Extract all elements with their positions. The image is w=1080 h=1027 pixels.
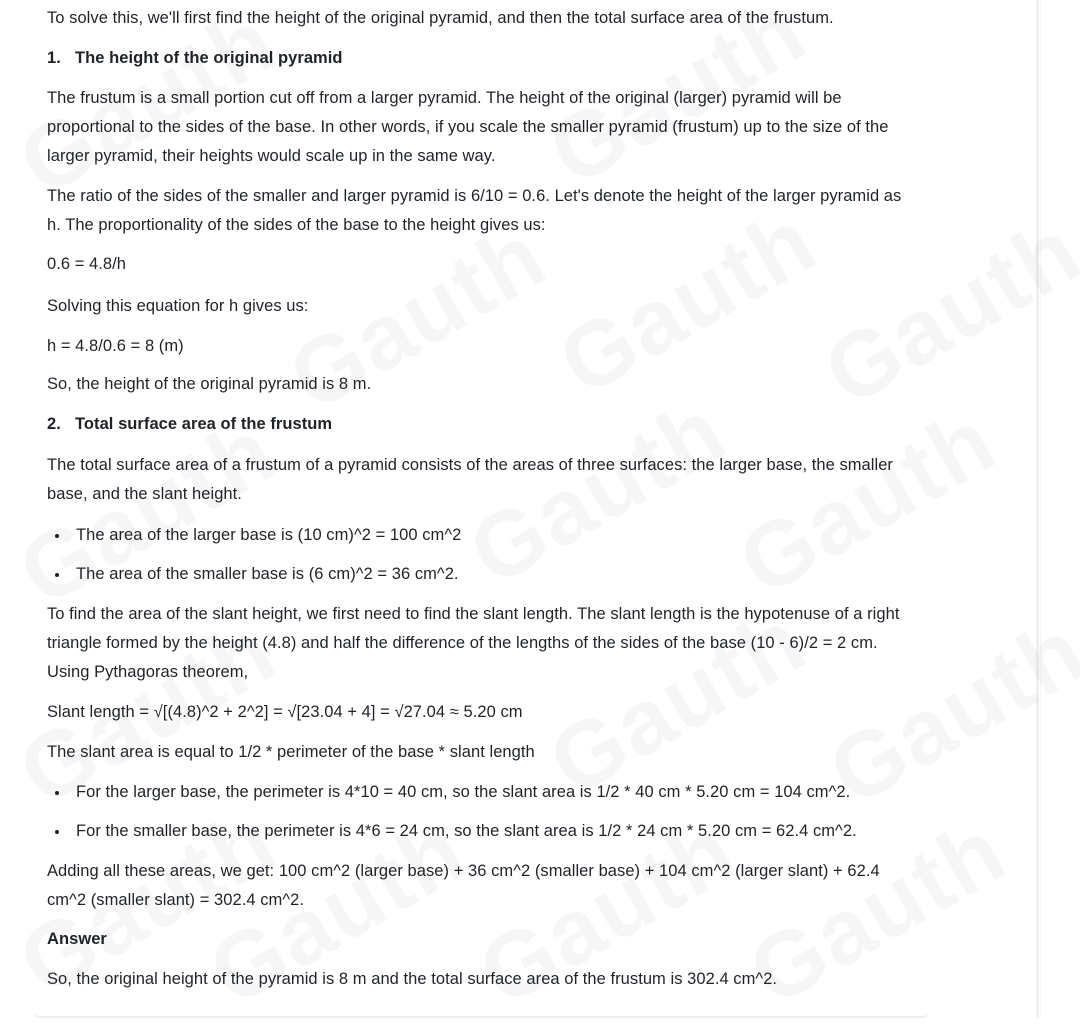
scroll-rail[interactable] <box>1036 0 1039 1018</box>
section-heading-surface-area <box>47 410 332 439</box>
equation: 0.6 = 4.8/h <box>47 255 126 273</box>
paragraph: Adding all these areas, we get: 100 cm^2 (larger base) + 36 cm^2 (smaller base) + 104 cm^2 (larger slant) + 62.4 cm^2 (smaller slant) = 302.4 cm^2. <box>47 862 880 909</box>
equation: h = 4.8/0.6 = 8 (m) <box>47 337 184 355</box>
bullet-icon <box>55 830 59 834</box>
list-item-text: For the larger base, the perimeter is 4*10 = 40 cm, so the slant area is 1/2 * 40 cm * 5.20 cm = 104 cm^2. <box>76 783 851 801</box>
paragraph: The slant area is equal to 1/2 * perimeter of the base * slant length <box>47 743 535 761</box>
answer-heading: Answer <box>47 930 107 948</box>
paragraph: Solving this equation for h gives us: <box>47 297 309 315</box>
section-number: 2. <box>47 415 61 433</box>
section-heading-height <box>47 44 343 73</box>
scroll-rail-edge <box>1040 0 1041 1018</box>
intro-text: To solve this, we'll first find the height of the original pyramid, and then the total surface area of the frustum. <box>47 9 834 27</box>
section-number: 1. <box>47 49 61 67</box>
paragraph: The ratio of the sides of the smaller and larger pyramid is 6/10 = 0.6. Let's denote the height of the larger pyramid as h. The proportionality of the sides of the base to the height gives us: <box>47 187 902 234</box>
section-title: Total surface area of the frustum <box>75 415 333 433</box>
list-item-text: The area of the smaller base is (6 cm)^2 = 36 cm^2. <box>76 565 459 583</box>
list-item-text: The area of the larger base is (10 cm)^2 = 100 cm^2 <box>76 526 462 544</box>
answer-text: So, the original height of the pyramid is 8 m and the total surface area of the frustum is 302.4 cm^2. <box>47 970 778 988</box>
section-title: The height of the original pyramid <box>75 49 343 67</box>
bullet-icon <box>55 534 59 538</box>
list-item-text: For the smaller base, the perimeter is 4*6 = 24 cm, so the slant area is 1/2 * 24 cm * 5.20 cm = 62.4 cm^2. <box>76 822 857 840</box>
bullet-icon <box>55 791 59 795</box>
bullet-icon <box>55 573 59 577</box>
paragraph: The frustum is a small portion cut off from a larger pyramid. The height of the original (larger) pyramid will be proportional to the sides of the base. In other words, if you scale the smaller pyramid (frustum) up to the size of the larger pyramid, their heights would scale up in the same way. <box>47 89 889 165</box>
paragraph: To find the area of the slant height, we first need to find the slant length. The slant length is the hypotenuse of a right triangle formed by the height (4.8) and half the difference of the lengths of the sides of the base (10 - 6)/2 = 2 cm. Using Pythagoras theorem, <box>47 605 900 681</box>
paragraph: The total surface area of a frustum of a pyramid consists of the areas of three surfaces: the larger base, the smaller base, and the slant height. <box>47 456 893 503</box>
equation: Slant length = √[(4.8)^2 + 2^2] = √[23.04 + 4] = √27.04 ≈ 5.20 cm <box>47 703 523 721</box>
paragraph: So, the height of the original pyramid is 8 m. <box>47 375 372 393</box>
